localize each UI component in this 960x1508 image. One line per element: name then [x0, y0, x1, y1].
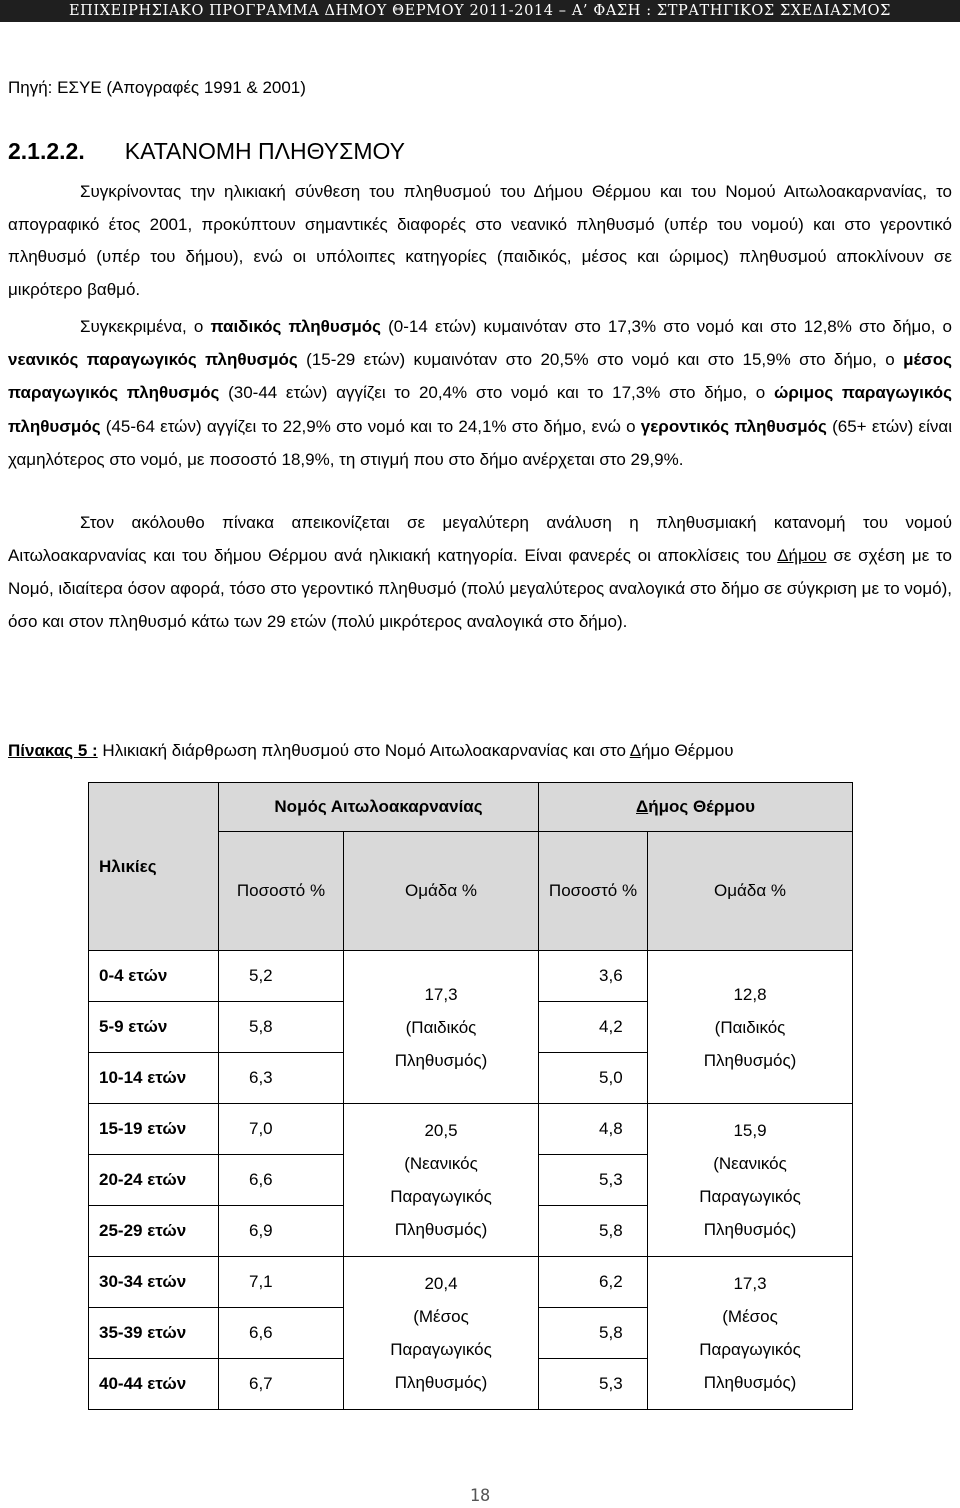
group-value: 20,5: [424, 1121, 458, 1140]
source-note: Πηγή: ΕΣΥΕ (Απογραφές 1991 & 2001): [8, 78, 306, 97]
nomos-percent-cell: 7,1: [219, 1257, 344, 1308]
paragraph-details: [8, 310, 952, 476]
paragraph-comparison: Συγκρίνοντας την ηλικιακή σύνθεση του πληθυσμού του Δήμου Θέρμου και του Νομού Αιτωλοακαρνανίας, το απογραφικό έτος 2001, προκύπτουν σημαντικές διαφορές στο νεανικό πληθυσμό (υπέρ του νομού) και στο γεροντικό πληθυσμό (υπέρ του δήμου), ενώ οι υπόλοιπες κατηγορίες (παιδικός, μέσος και ώριμος) πληθυσμού αποκλίνουν σε μικρότερο βαθμό.: [8, 182, 952, 299]
bold-term: μέσος παραγωγικός πληθυσμός: [8, 350, 952, 403]
age-cell: 15-19 ετών: [89, 1104, 219, 1155]
age-cell: 25-29 ετών: [89, 1206, 219, 1257]
nomos-percent-cell: 6,7: [219, 1359, 344, 1410]
text-run: (45-64 ετών) αγγίζει το 22,9% στο νομό και το 24,1% στο δήμο, ενώ ο: [100, 416, 641, 436]
nomos-percent-cell: 6,6: [219, 1155, 344, 1206]
dimos-percent-cell: 4,8: [539, 1104, 648, 1155]
group-label: (Παιδικός: [405, 1017, 477, 1037]
table-row: [89, 1257, 853, 1308]
group-label: Παραγωγικός: [699, 1340, 801, 1359]
underlined-letter: Δ: [636, 797, 649, 816]
group-value: 17,3: [733, 1274, 767, 1293]
nomos-percent-cell: 5,8: [219, 1002, 344, 1053]
table-row: [89, 1104, 853, 1155]
age-cell: 10-14 ετών: [89, 1053, 219, 1104]
dimos-percent-cell: 3,6: [539, 951, 648, 1002]
group-value: 12,8: [733, 984, 767, 1004]
header-ages: Ηλικίες: [89, 783, 219, 951]
group-value: 15,9: [733, 1121, 767, 1140]
text-run: Στον ακόλουθο πίνακα απεικονίζεται σε μεγαλύτερη ανάλυση η πληθυσμιακή κατανομή του νομού Αιτωλοακαρνανίας και του δήμου Θέρμου ανά ηλικιακή κατηγορία. Είναι φανερές οι αποκλίσεις του: [8, 513, 952, 565]
group-label: Πληθυσμός): [703, 1220, 797, 1239]
group-label: Παραγωγικός: [699, 1187, 801, 1206]
text-run: (0-14 ετών) κυμαινόταν στο 17,3% στο νομό και στο 12,8% στο δήμο, ο: [381, 317, 952, 336]
dimos-group-cell: [648, 1257, 853, 1410]
dimos-percent-cell: 4,2: [539, 1002, 648, 1053]
nomos-percent-cell: 6,6: [219, 1308, 344, 1359]
subheader-dimos-group: Ομάδα %: [648, 832, 853, 951]
group-label: (Νεανικός: [404, 1154, 478, 1173]
group-label: Πληθυσμός): [394, 1220, 488, 1239]
table-caption-text: ήμο Θέρμου: [641, 741, 734, 760]
nomos-group-cell: [344, 1257, 539, 1410]
subheader-nomos-group: Ομάδα %: [344, 832, 539, 951]
nomos-percent-cell: 5,2: [219, 951, 344, 1002]
text-run: (65+ ετών) είναι χαμηλότερος στο νομό, με ποσοστό 18,9%, τη στιγμή που στο δήμο ανέρχεται στο 29,9%.: [8, 416, 952, 469]
paragraph-table-intro: [8, 506, 952, 638]
age-cell: 0-4 ετών: [89, 951, 219, 1002]
group-value: 20,4: [424, 1274, 458, 1293]
underlined-letter: Δ: [629, 741, 642, 760]
age-cell: 35-39 ετών: [89, 1308, 219, 1359]
text-run: Συγκεκριμένα, ο: [80, 317, 211, 336]
group-label: Παραγωγικός: [390, 1340, 492, 1359]
nomos-percent-cell: 7,0: [219, 1104, 344, 1155]
table-row: [89, 951, 853, 1002]
table-caption-label: Πίνακας 5 :: [8, 741, 98, 760]
nomos-percent-cell: 6,9: [219, 1206, 344, 1257]
header-dimos-text: ήμος Θέρμου: [648, 797, 756, 816]
table-caption-text: Ηλικιακή διάρθρωση πληθυσμού στο Νομό Αιτωλοακαρνανίας και στο: [97, 741, 630, 760]
group-label: Πληθυσμός): [394, 1373, 488, 1392]
table-caption: [8, 738, 734, 764]
nomos-group-cell: [344, 951, 539, 1104]
group-label: Πληθυσμός): [703, 1050, 797, 1070]
bold-term: παιδικός πληθυσμός: [210, 317, 382, 336]
group-label: Παραγωγικός: [390, 1187, 492, 1206]
section-number: 2.1.2.2.: [8, 138, 85, 164]
dimos-percent-cell: 6,2: [539, 1257, 648, 1308]
age-cell: 5-9 ετών: [89, 1002, 219, 1053]
section-heading: [8, 136, 405, 166]
nomos-group-cell: [344, 1104, 539, 1257]
group-label: Πληθυσμός): [394, 1050, 488, 1070]
group-label: (Μέσος: [722, 1307, 778, 1326]
dimos-percent-cell: 5,8: [539, 1308, 648, 1359]
bold-term: ώριμος παραγωγικός πληθυσμός: [8, 383, 952, 436]
dimos-percent-cell: 5,3: [539, 1155, 648, 1206]
age-cell: 20-24 ετών: [89, 1155, 219, 1206]
group-label: (Νεανικός: [713, 1154, 787, 1173]
page-number: 18: [469, 1486, 491, 1506]
header-dimos: [539, 783, 853, 832]
text-run: (15-29 ετών) κυμαινόταν στο 20,5% στο νομό και στο 15,9% στο δήμο, ο: [297, 350, 904, 370]
group-label: (Μέσος: [413, 1307, 469, 1326]
dimos-percent-cell: 5,0: [539, 1053, 648, 1104]
dimos-group-cell: [648, 1104, 853, 1257]
nomos-percent-cell: 6,3: [219, 1053, 344, 1104]
text-run: (30-44 ετών) αγγίζει το 20,4% στο νομό και το 17,3% στο δήμο, ο: [219, 383, 774, 403]
dimos-group-cell: [648, 951, 853, 1104]
bold-term: γεροντικός πληθυσμός: [640, 416, 827, 436]
header-nomos: Νομός Αιτωλοακαρνανίας: [219, 783, 539, 832]
underlined-word: Δήμου: [777, 546, 827, 565]
group-label: (Παιδικός: [714, 1017, 786, 1037]
dimos-percent-cell: 5,8: [539, 1206, 648, 1257]
group-value: 17,3: [424, 984, 458, 1004]
document-header: ΕΠΙΧΕΙΡΗΣΙΑΚΟ ΠΡΟΓΡΑΜΜΑ ΔΗΜΟΥ ΘΕΡΜΟΥ 2011-2014 – Α’ ΦΑΣΗ : ΣΤΡΑΤΗΓΙΚΟΣ ΣΧΕΔΙΑΣΜΟΣ: [0, 0, 960, 22]
age-cell: 40-44 ετών: [89, 1359, 219, 1410]
subheader-dimos-percent: Ποσοστό %: [539, 832, 648, 951]
age-distribution-table: [88, 782, 853, 1410]
section-title: ΚΑΤΑΝΟΜΗ ΠΛΗΘΥΣΜΟΥ: [124, 138, 405, 164]
age-cell: 30-34 ετών: [89, 1257, 219, 1308]
dimos-percent-cell: 5,3: [539, 1359, 648, 1410]
bold-term: νεανικός παραγωγικός πληθυσμός: [8, 350, 298, 370]
text-run: σε σχέση με το Νομό, ιδιαίτερα όσον αφορά, τόσο στο γεροντικό πληθυσμό (πολύ μεγαλύτερος αναλογικά στο δήμο σε σύγκριση με το νομό), όσο και στον πληθυσμό κάτω των 29 ετών (πολύ μικρότερος αναλογικά στο δήμο).: [8, 546, 952, 631]
subheader-nomos-percent: Ποσοστό %: [219, 832, 344, 951]
group-label: Πληθυσμός): [703, 1373, 797, 1392]
